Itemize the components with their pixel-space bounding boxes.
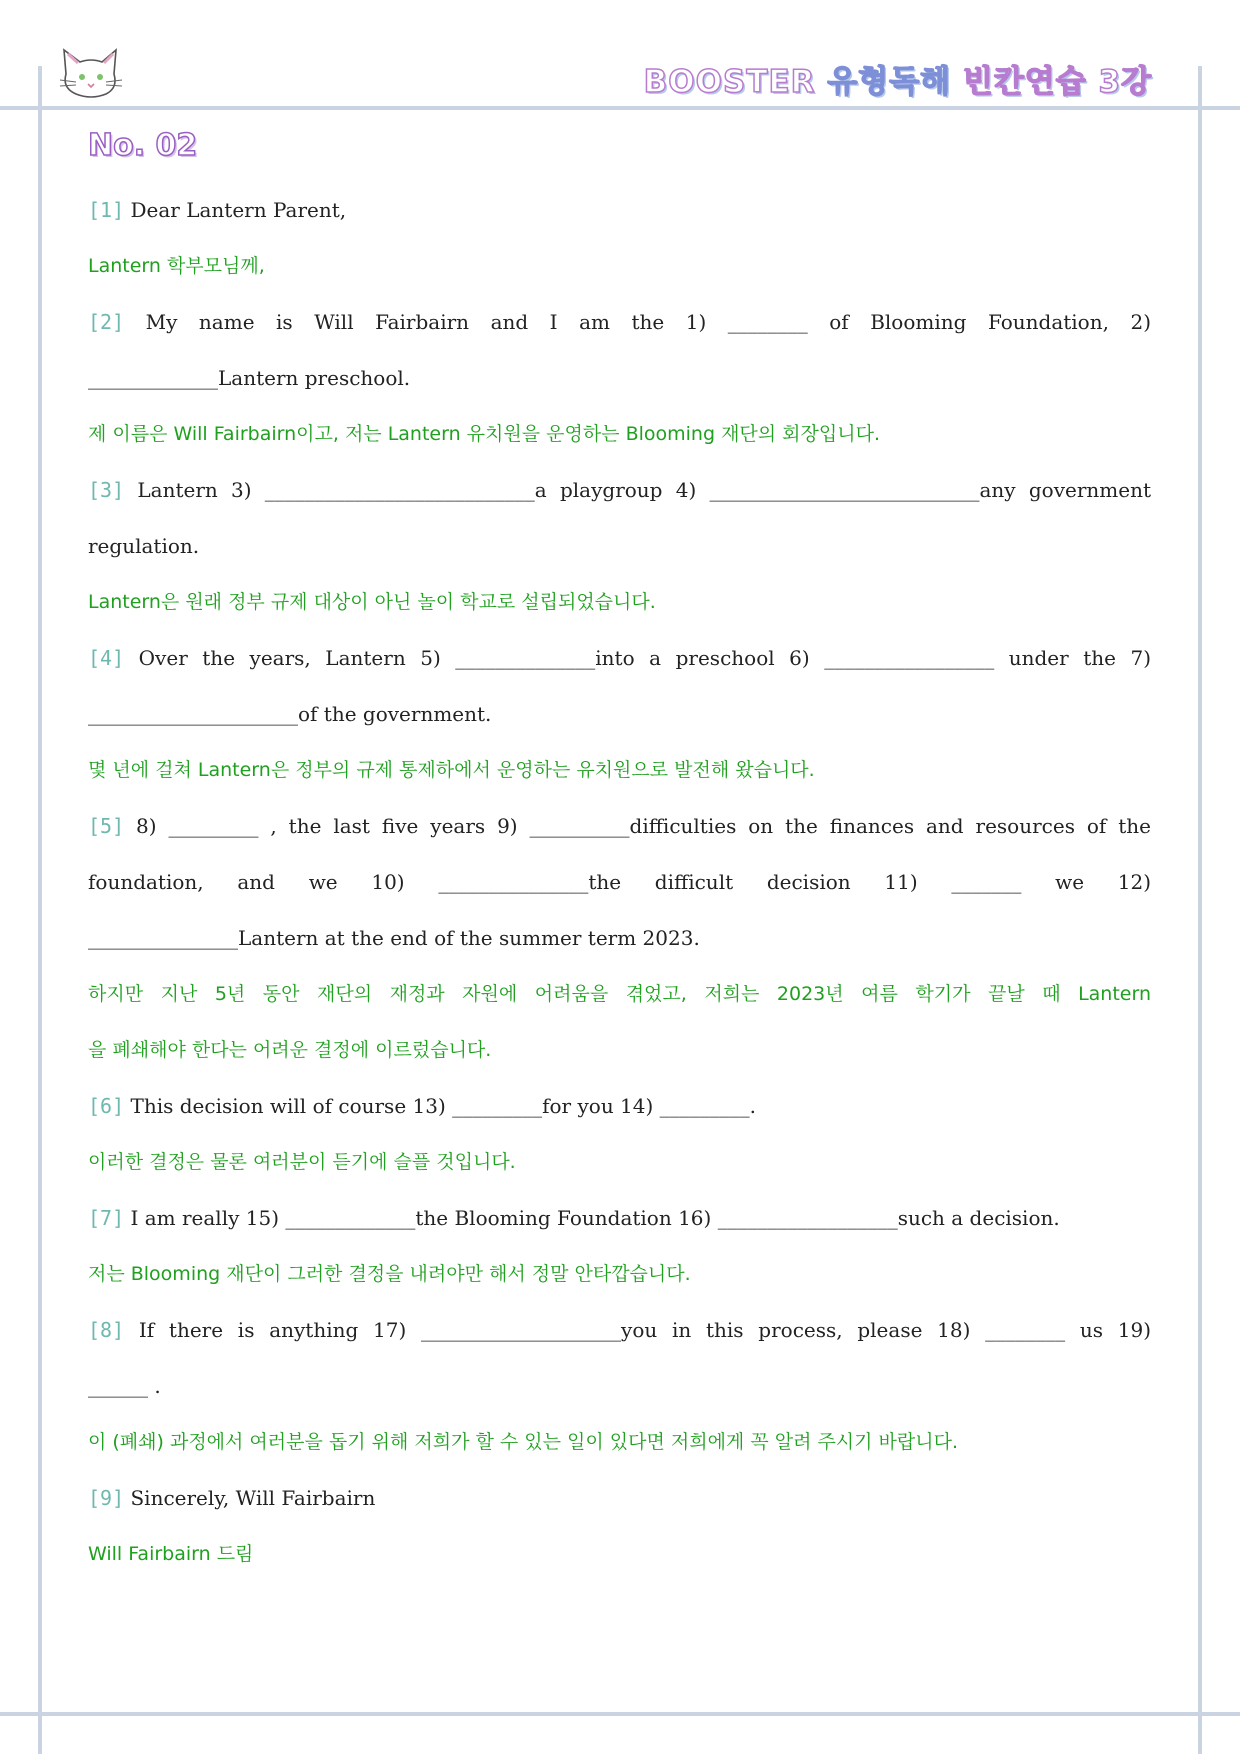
paragraph-number: [8] xyxy=(88,1318,125,1342)
english-text: This decision will of course 13) _________for you 14) _________. xyxy=(130,1094,757,1118)
paragraph-8-en xyxy=(88,1308,1151,1364)
right-margin-line xyxy=(1198,66,1202,1754)
paragraph-2-ko: 제 이름은 Will Fairbairn이고, 저는 Lantern 유치원을 운영하는 Blooming 재단의 회장입니다. xyxy=(88,423,880,445)
paragraph-3-en xyxy=(88,468,1151,524)
english-text: Sincerely, Will Fairbairn xyxy=(130,1486,376,1510)
paragraph-8-en-cont: ______ . xyxy=(88,1374,161,1398)
paragraph-4-en-cont: _____________________of the government. xyxy=(88,702,492,726)
paragraph-6-ko: 이러한 결정은 물론 여러분이 듣기에 슬플 것입니다. xyxy=(88,1151,516,1173)
english-text: If there is anything 17) ____________________you in this process, please 18) ________ us 19) xyxy=(138,1318,1151,1342)
paragraph-2-en xyxy=(88,300,1151,356)
paragraph-number: [4] xyxy=(88,646,125,670)
paragraph-number: [1] xyxy=(88,198,125,222)
left-margin-line xyxy=(38,66,42,1754)
title-booster: BOOSTER xyxy=(643,64,816,100)
paragraph-3-en-cont: regulation. xyxy=(88,534,200,558)
paragraph-1-en xyxy=(88,188,1151,244)
paragraph-4-ko: 몇 년에 걸쳐 Lantern은 정부의 규제 통제하에서 운영하는 유치원으로 발전해 왔습니다. xyxy=(88,759,815,781)
passage xyxy=(88,188,1151,1588)
paragraph-5-ko-cont: 을 폐쇄해야 한다는 어려운 결정에 이르렀습니다. xyxy=(88,1039,492,1061)
english-text: 8) _________ , the last five years 9) __________difficulties on the finances and resources of the xyxy=(136,814,1151,838)
paragraph-8-ko: 이 (폐쇄) 과정에서 여러분을 돕기 위해 저희가 할 수 있는 일이 있다면 저희에게 꼭 알려 주시기 바랍니다. xyxy=(88,1431,959,1453)
paragraph-5-en xyxy=(88,804,1151,860)
paragraph-9-ko: Will Fairbairn 드림 xyxy=(88,1543,254,1565)
paragraph-4-en xyxy=(88,636,1151,692)
paragraph-3-ko: Lantern은 원래 정부 규제 대상이 아닌 놀이 학교로 설립되었습니다. xyxy=(88,591,656,613)
paragraph-5-en-cont: foundation, and we 10) _______________the difficult decision 11) _______ we 12) xyxy=(88,870,1151,894)
paragraph-7-en xyxy=(88,1196,1151,1252)
paragraph-number: [9] xyxy=(88,1486,125,1510)
paragraph-5-ko: 하지만 지난 5년 동안 재단의 재정과 자원에 어려움을 겪었고, 저희는 2023년 여름 학기가 끝날 때 Lantern xyxy=(88,983,1151,1005)
english-text: Lantern 3) ___________________________a playgroup 4) ___________________________any government xyxy=(137,478,1151,502)
section-number: No. 02 xyxy=(88,128,198,163)
english-text: Dear Lantern Parent, xyxy=(130,198,347,222)
title-type-reading: 유형독해 xyxy=(827,64,952,100)
footer-divider xyxy=(0,1712,1240,1716)
paragraph-number: [6] xyxy=(88,1094,125,1118)
english-text: My name is Will Fairbairn and I am the 1) ________ of Blooming Foundation, 2) xyxy=(145,310,1151,334)
paragraph-number: [5] xyxy=(88,814,125,838)
paragraph-number: [3] xyxy=(88,478,125,502)
paragraph-7-ko: 저는 Blooming 재단이 그러한 결정을 내려야만 해서 정말 안타깝습니다. xyxy=(88,1263,691,1285)
title-blank-practice: 빈칸연습 3강 xyxy=(962,64,1152,100)
paragraph-1-ko: Lantern 학부모님께, xyxy=(88,255,265,277)
paragraph-5-en-cont2: _______________Lantern at the end of the summer term 2023. xyxy=(88,926,700,950)
header-divider xyxy=(0,106,1240,110)
paragraph-9-en xyxy=(88,1476,1151,1532)
paragraph-6-en xyxy=(88,1084,1151,1140)
paragraph-2-en-cont: _____________Lantern preschool. xyxy=(88,366,411,390)
english-text: I am really 15) _____________the Blooming Foundation 16) __________________such a decision. xyxy=(130,1206,1060,1230)
cat-face-icon xyxy=(58,44,124,100)
booklet-title xyxy=(644,56,1152,101)
paragraph-number: [2] xyxy=(88,310,125,334)
paragraph-number: [7] xyxy=(88,1206,125,1230)
english-text: Over the years, Lantern 5) ______________into a preschool 6) _________________ under the 7) xyxy=(138,646,1151,670)
